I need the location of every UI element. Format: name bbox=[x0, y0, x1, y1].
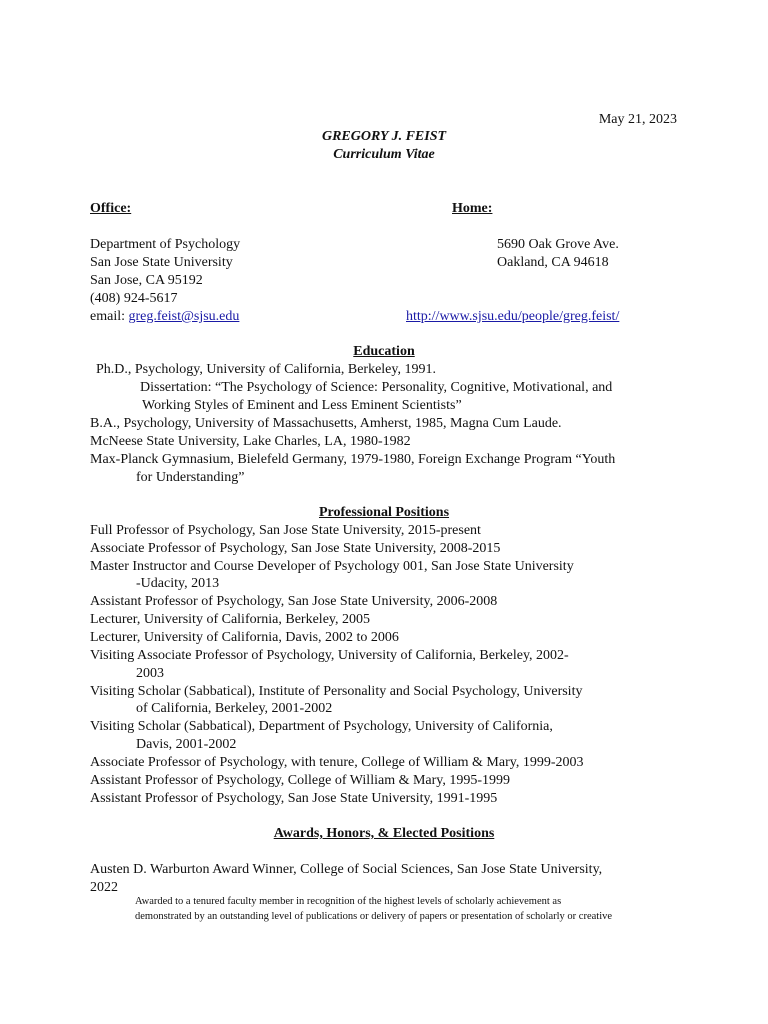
positions-heading: Professional Positions bbox=[318, 505, 450, 520]
position-item: Assistant Professor of Psychology, College of William & Mary, 1995-1999 bbox=[90, 773, 511, 788]
position-item: Assistant Professor of Psychology, San Jose State University, 1991-1995 bbox=[90, 791, 498, 806]
position-item: Visiting Associate Professor of Psychology, University of California, Berkeley, 2002- bbox=[90, 648, 569, 663]
office-phone: (408) 924-5617 bbox=[90, 291, 178, 306]
position-item: Visiting Scholar (Sabbatical), Institute of Personality and Social Psychology, University bbox=[90, 684, 583, 699]
home-street: 5690 Oak Grove Ave. bbox=[497, 237, 619, 252]
position-item: Lecturer, University of California, Davis, 2002 to 2006 bbox=[90, 630, 399, 645]
cv-subtitle: Curriculum Vitae bbox=[333, 147, 435, 162]
position-item: Assistant Professor of Psychology, San Jose State University, 2006-2008 bbox=[90, 594, 498, 609]
office-department: Department of Psychology bbox=[90, 237, 241, 252]
office-heading: Office: bbox=[90, 201, 132, 216]
document-date: May 21, 2023 bbox=[598, 112, 677, 127]
email-label: email: bbox=[90, 309, 129, 324]
office-university: San Jose State University bbox=[90, 255, 233, 270]
office-city: San Jose, CA 95192 bbox=[90, 273, 203, 288]
education-heading: Education bbox=[353, 344, 415, 359]
position-item-cont: Davis, 2001-2002 bbox=[136, 737, 237, 752]
position-item: Associate Professor of Psychology, San Jose State University, 2008-2015 bbox=[90, 541, 501, 556]
award-note: demonstrated by an outstanding level of publications or delivery of papers or presentation of scholarly or creative bbox=[135, 911, 613, 922]
home-city: Oakland, CA 94618 bbox=[497, 255, 609, 270]
education-gymnasium: Max-Planck Gymnasium, Bielefeld Germany, 1979-1980, Foreign Exchange Program “Youth bbox=[90, 452, 616, 467]
office-email-line bbox=[90, 309, 239, 325]
education-phd: Ph.D., Psychology, University of California, Berkeley, 1991. bbox=[96, 362, 436, 377]
cv-name: GREGORY J. FEIST bbox=[321, 129, 447, 144]
email-link[interactable]: greg.feist@sjsu.edu bbox=[128, 309, 240, 324]
position-item: Associate Professor of Psychology, with tenure, College of William & Mary, 1999-2003 bbox=[90, 755, 584, 770]
home-heading: Home: bbox=[452, 201, 493, 216]
position-item-cont: -Udacity, 2013 bbox=[136, 576, 220, 591]
awards-heading: Awards, Honors, & Elected Positions bbox=[273, 826, 495, 841]
position-item-cont: 2003 bbox=[136, 666, 164, 681]
education-ba: B.A., Psychology, University of Massachusetts, Amherst, 1985, Magna Cum Laude. bbox=[90, 416, 562, 431]
position-item: Visiting Scholar (Sabbatical), Department of Psychology, University of California, bbox=[90, 719, 553, 734]
position-item: Lecturer, University of California, Berkeley, 2005 bbox=[90, 612, 370, 627]
award-item-cont: 2022 bbox=[90, 880, 118, 895]
education-mcneese: McNeese State University, Lake Charles, LA, 1980-1982 bbox=[90, 434, 411, 449]
position-item: Master Instructor and Course Developer of Psychology 001, San Jose State University bbox=[90, 559, 574, 574]
position-item: Full Professor of Psychology, San Jose State University, 2015-present bbox=[90, 523, 481, 538]
award-note: Awarded to a tenured faculty member in recognition of the highest levels of scholarly achievement as bbox=[135, 896, 562, 907]
position-item-cont: of California, Berkeley, 2001-2002 bbox=[136, 701, 333, 716]
education-dissertation: Dissertation: “The Psychology of Science: Personality, Cognitive, Motivational, and bbox=[140, 380, 613, 395]
education-gymnasium-cont: for Understanding” bbox=[136, 470, 245, 485]
award-item: Austen D. Warburton Award Winner, College of Social Sciences, San Jose State University, bbox=[90, 862, 603, 877]
education-dissertation-cont: Working Styles of Eminent and Less Eminent Scientists” bbox=[142, 398, 462, 413]
homepage-link[interactable]: http://www.sjsu.edu/people/greg.feist/ bbox=[406, 309, 620, 324]
